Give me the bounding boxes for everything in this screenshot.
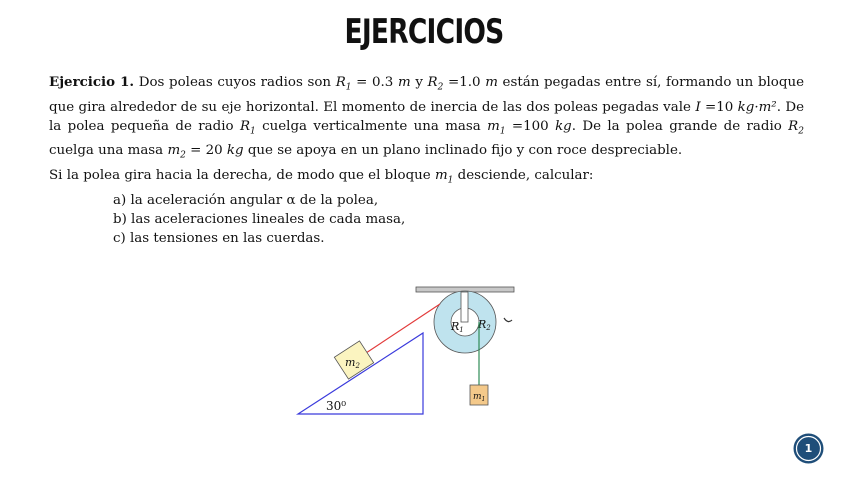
exercise-text-10: . De la polea grande de radio [571, 118, 789, 134]
exercise-text-9: =100 [505, 118, 556, 134]
inertia-unit: kg·m² [737, 99, 777, 115]
exercise-text-2: = 0.3 [351, 75, 398, 90]
exercise-text-5: están pegadas entre sí, formando un bloque que gira alrededor de su eje horizontal. El momento de inercia de las dos poleas pegadas vale [49, 75, 804, 115]
radius-1-symbol-2: $R_1$ [239, 118, 256, 137]
question-items [49, 191, 804, 248]
question-text-1: Si la polea gira hacia la derecha, de modo que el bloque [49, 168, 435, 184]
mass-1-symbol-2: $m_1$ [434, 168, 454, 186]
page-number: 1 [804, 442, 813, 455]
unit-m-2: m [485, 75, 498, 90]
exercise-text-3: y [410, 75, 428, 90]
angle-label: 30⁰ [326, 399, 347, 413]
r2-label: R2 [478, 318, 491, 332]
mass-2-symbol: $m_2$ [167, 143, 186, 162]
exercise-text-1: Dos poleas cuyos radios son [134, 75, 336, 90]
question-item-a: a) la aceleración angular α de la polea, [113, 192, 379, 208]
exercise-text-6: =10 [700, 99, 738, 115]
exercise-label: Ejercicio 1. [49, 74, 135, 90]
exercise-text [49, 73, 804, 248]
r1-label: R1 [451, 320, 464, 334]
m2-label: m2 [345, 356, 360, 370]
radius-2-symbol-2: $R_2$ [788, 118, 804, 137]
m1-label: $m_1$ [473, 392, 486, 403]
page-title: EJERCICIOS [344, 12, 504, 52]
pulley-support [461, 292, 468, 322]
exercise-text-4: =1.0 [443, 75, 486, 90]
exercise-text-8: cuelga verticalmente una masa [255, 118, 488, 134]
radius-1-symbol: $R_1$ [335, 75, 352, 93]
unit-m: m [397, 75, 411, 90]
unit-kg: kg [555, 118, 572, 134]
unit-kg-2: kg [226, 143, 244, 159]
radius-2-symbol: $R_2$ [427, 75, 444, 93]
question [49, 166, 804, 191]
rotation-arrow-icon [504, 318, 512, 322]
question-item-b: b) las aceleraciones lineales de cada masa, [113, 211, 406, 227]
exercise-statement [49, 73, 804, 166]
exercise-text-13: que se apoya en un plano inclinado fijo y con roce despreciable. [243, 143, 683, 159]
exercise-text-11: cuelga una masa [49, 143, 168, 159]
question-item-c: c) las tensiones en las cuerdas. [113, 230, 325, 246]
exercise-text-12: = 20 [185, 143, 227, 159]
pulley-diagram [290, 280, 540, 420]
inertia-symbol: I [695, 99, 701, 115]
mass-1-symbol: $m_1$ [487, 118, 506, 137]
question-text-2: desciende, calcular: [453, 168, 594, 184]
exercise-text-7: . De la polea pequeña de radio [49, 99, 805, 134]
